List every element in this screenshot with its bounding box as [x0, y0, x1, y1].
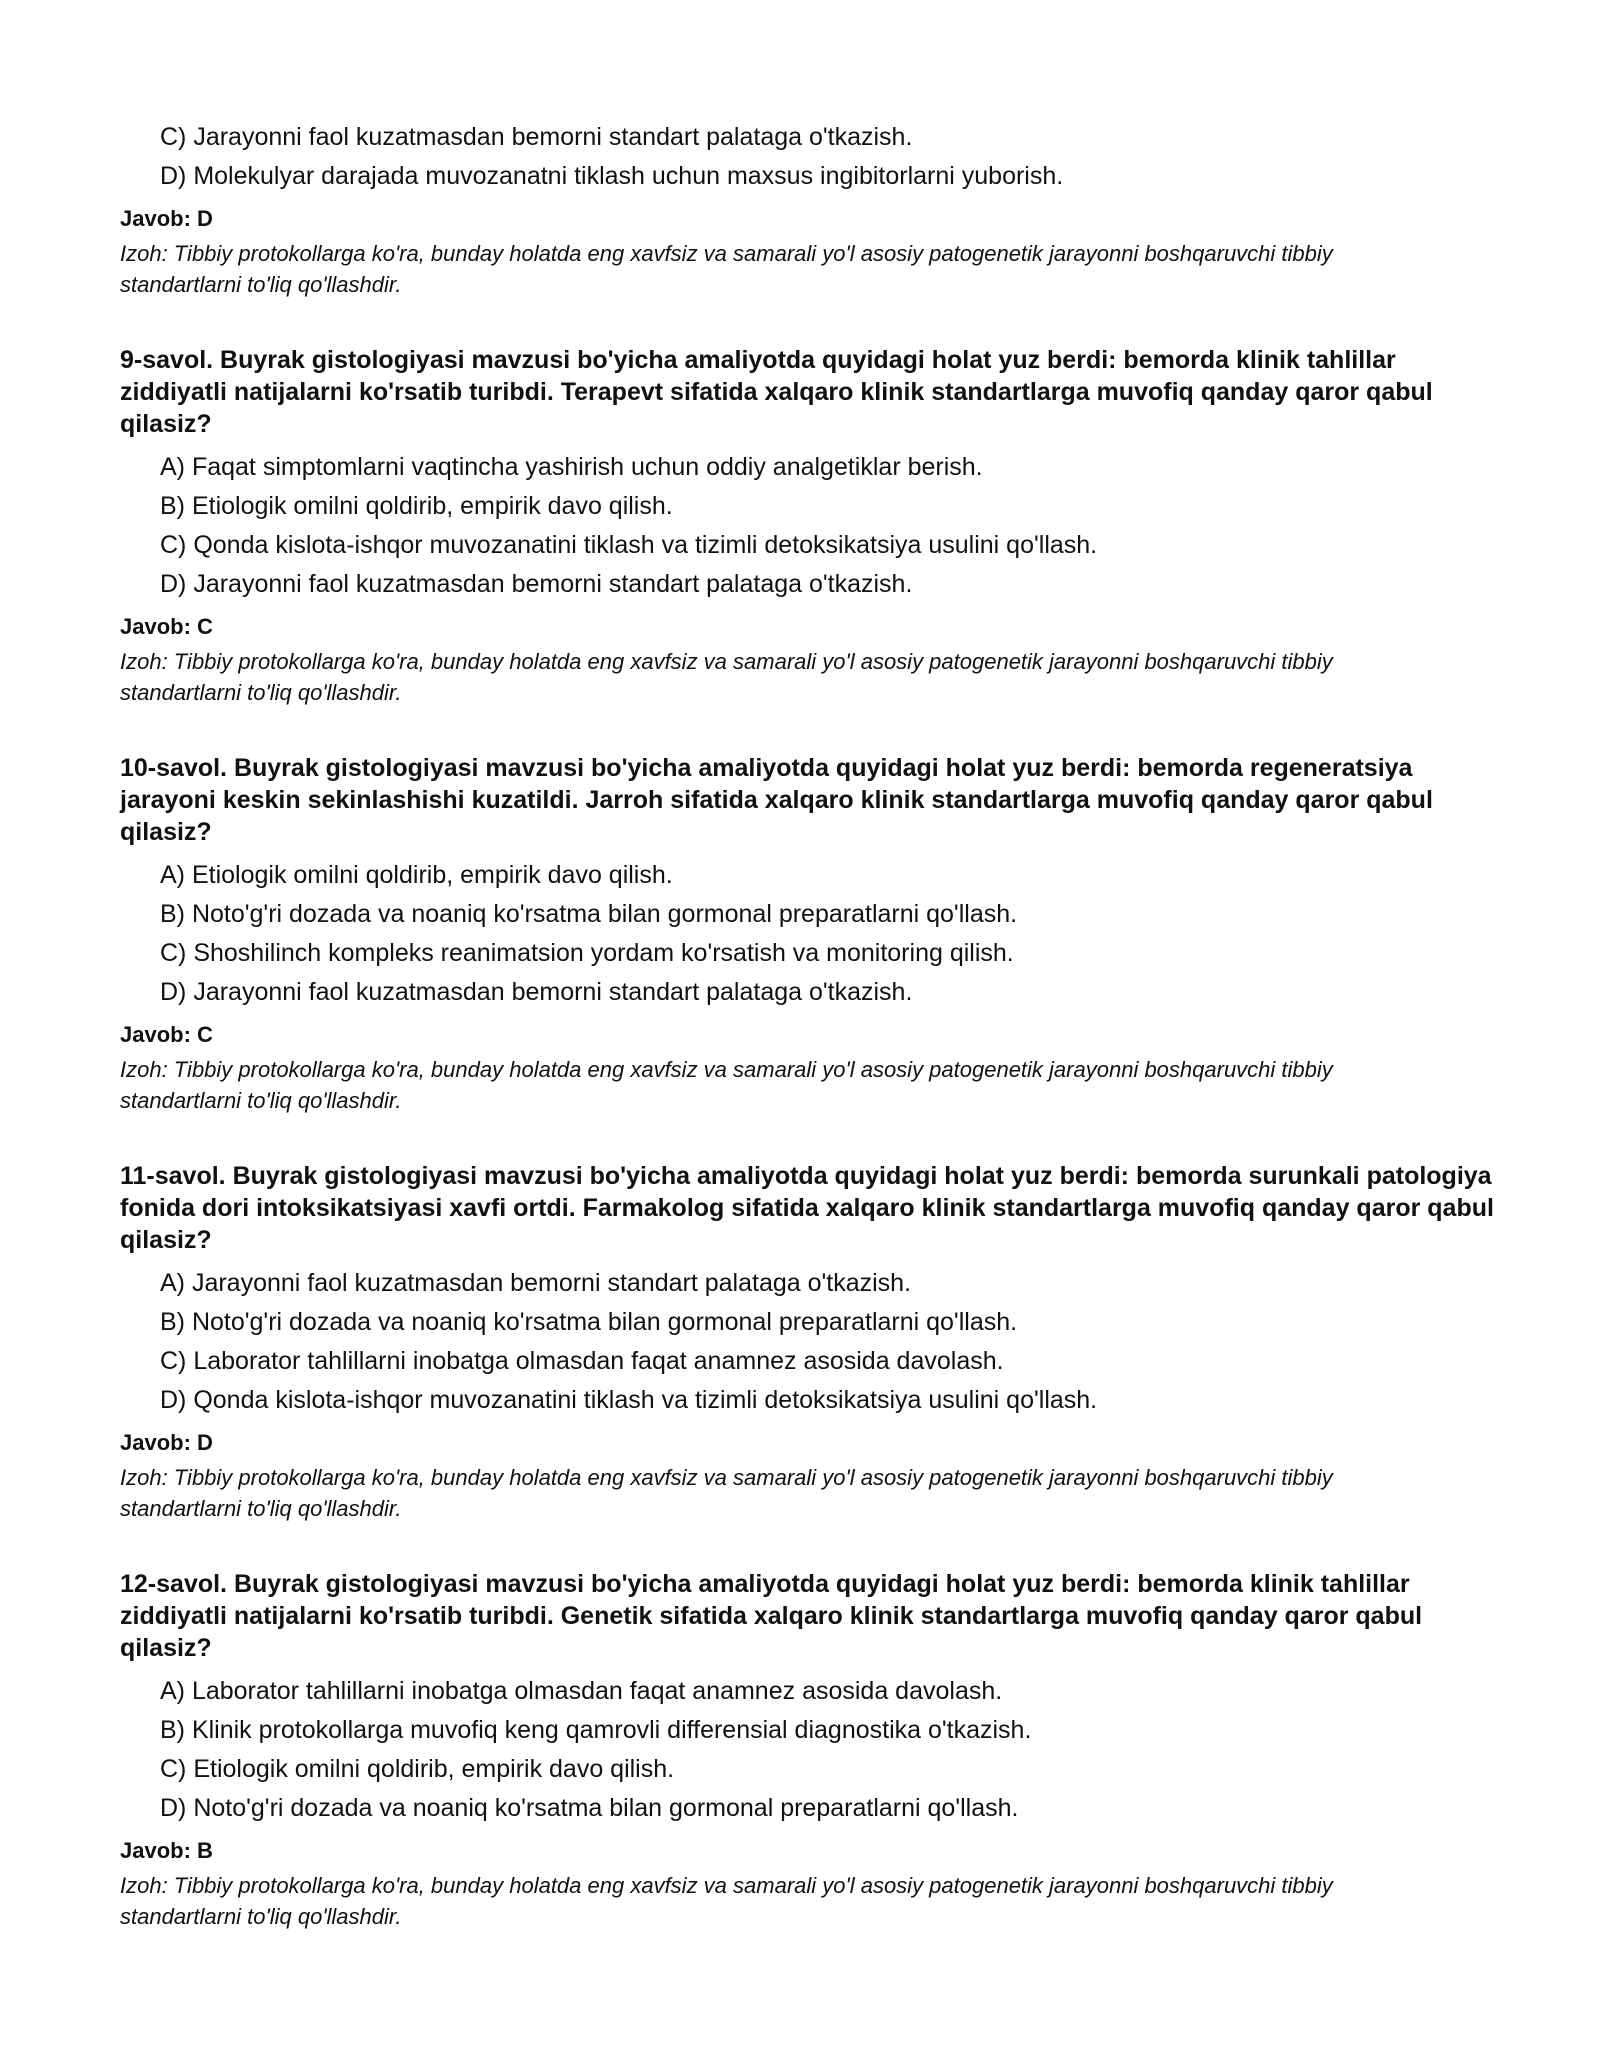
- answer-option: D) Jarayonni faol kuzatmasdan bemorni standart palataga o'tkazish.: [160, 978, 913, 1006]
- answer-option: D) Noto'g'ri dozada va noaniq ko'rsatma bilan gormonal preparatlarni qo'llash.: [160, 1794, 1019, 1822]
- explanation-note: Izoh: Tibbiy protokollarga ko'ra, bunday holatda eng xavfsiz va samarali yo'l asosiy patogenetik jarayonni boshqaruvchi tibbiy standartlarni to'liq qo'llashdir.: [120, 649, 1333, 705]
- correct-answer: Javob: B: [120, 1838, 213, 1863]
- answer-option: B) Noto'g'ri dozada va noaniq ko'rsatma bilan gormonal preparatlarni qo'llash.: [160, 900, 1018, 928]
- correct-answer: Javob: D: [120, 1430, 213, 1455]
- answer-option: B) Noto'g'ri dozada va noaniq ko'rsatma bilan gormonal preparatlarni qo'llash.: [160, 1308, 1018, 1336]
- answer-option: C) Jarayonni faol kuzatmasdan bemorni standart palataga o'tkazish.: [160, 123, 913, 151]
- answer-option: A) Laborator tahlillarni inobatga olmasdan faqat anamnez asosida davolash.: [160, 1677, 1003, 1705]
- explanation-note: Izoh: Tibbiy protokollarga ko'ra, bunday holatda eng xavfsiz va samarali yo'l asosiy patogenetik jarayonni boshqaruvchi tibbiy standartlarni to'liq qo'llashdir.: [120, 241, 1333, 297]
- explanation-note: Izoh: Tibbiy protokollarga ko'ra, bunday holatda eng xavfsiz va samarali yo'l asosiy patogenetik jarayonni boshqaruvchi tibbiy standartlarni to'liq qo'llashdir.: [120, 1057, 1333, 1113]
- answer-option: A) Faqat simptomlarni vaqtincha yashirish uchun oddiy analgetiklar berish.: [160, 453, 983, 481]
- answer-option: D) Jarayonni faol kuzatmasdan bemorni standart palataga o'tkazish.: [160, 570, 913, 598]
- question-text: 11-savol. Buyrak gistologiyasi mavzusi bo'yicha amaliyotda quyidagi holat yuz berdi: bemorda surunkali patologiya fonida dori intoksikatsiyasi xavfi ortdi. Farmakolog sifatida xalqaro klinik standartlarga muvofiq qanday qaror qabul qilasiz?: [120, 1162, 1494, 1254]
- correct-answer: Javob: C: [120, 1022, 213, 1047]
- answer-option: B) Etiologik omilni qoldirib, empirik davo qilish.: [160, 492, 673, 520]
- answer-option: D) Qonda kislota-ishqor muvozanatini tiklash va tizimli detoksikatsiya usulini qo'llash.: [160, 1386, 1098, 1414]
- question-9: [120, 344, 1500, 708]
- answer-option: D) Molekulyar darajada muvozanatni tiklash uchun maxsus ingibitorlarni yuborish.: [160, 162, 1064, 190]
- explanation-note: Izoh: Tibbiy protokollarga ko'ra, bunday holatda eng xavfsiz va samarali yo'l asosiy patogenetik jarayonni boshqaruvchi tibbiy standartlarni to'liq qo'llashdir.: [120, 1465, 1333, 1521]
- question-12: [120, 1568, 1500, 1932]
- answer-option: C) Laborator tahlillarni inobatga olmasdan faqat anamnez asosida davolash.: [160, 1347, 1004, 1375]
- answer-option: A) Jarayonni faol kuzatmasdan bemorni standart palataga o'tkazish.: [160, 1269, 912, 1297]
- question-text: 12-savol. Buyrak gistologiyasi mavzusi bo'yicha amaliyotda quyidagi holat yuz berdi: bemorda klinik tahlillar ziddiyatli natijalarni ko'rsatib turibdi. Genetik sifatida xalqaro klinik standartlarga muvofiq qanday qaror qabul qilasiz?: [120, 1570, 1423, 1662]
- correct-answer: Javob: C: [120, 614, 213, 639]
- question-text: 10-savol. Buyrak gistologiyasi mavzusi bo'yicha amaliyotda quyidagi holat yuz berdi: bemorda regeneratsiya jarayoni keskin sekinlashishi kuzatildi. Jarroh sifatida xalqaro klinik standartlarga muvofiq qanday qaror qabul qilasiz?: [120, 754, 1433, 846]
- answer-option: B) Klinik protokollarga muvofiq keng qamrovli differensial diagnostika o'tkazish.: [160, 1716, 1032, 1744]
- question-text: 9-savol. Buyrak gistologiyasi mavzusi bo'yicha amaliyotda quyidagi holat yuz berdi: bemorda klinik tahlillar ziddiyatli natijalarni ko'rsatib turibdi. Terapevt sifatida xalqaro klinik standartlarga muvofiq qanday qaror qabul qilasiz?: [120, 346, 1433, 438]
- question-11: [120, 1160, 1500, 1524]
- answer-option: C) Shoshilinch kompleks reanimatsion yordam ko'rsatish va monitoring qilish.: [160, 939, 1014, 967]
- correct-answer: Javob: D: [120, 206, 213, 231]
- explanation-note: Izoh: Tibbiy protokollarga ko'ra, bunday holatda eng xavfsiz va samarali yo'l asosiy patogenetik jarayonni boshqaruvchi tibbiy standartlarni to'liq qo'llashdir.: [120, 1873, 1333, 1929]
- answer-option: A) Etiologik omilni qoldirib, empirik davo qilish.: [160, 861, 673, 889]
- document-page: [120, 118, 1500, 1932]
- question-10: [120, 752, 1500, 1116]
- answer-option: C) Qonda kislota-ishqor muvozanatini tiklash va tizimli detoksikatsiya usulini qo'llash.: [160, 531, 1098, 559]
- question-8-continuation: [120, 118, 1500, 300]
- answer-option: C) Etiologik omilni qoldirib, empirik davo qilish.: [160, 1755, 675, 1783]
